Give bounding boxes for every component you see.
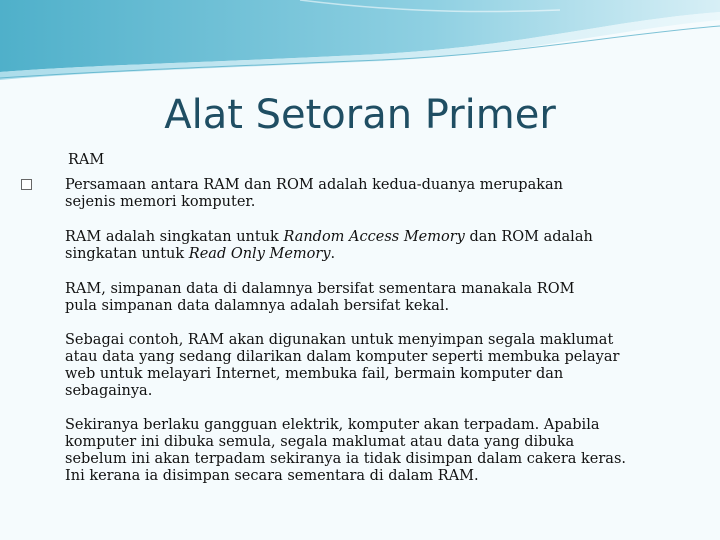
bullet-paragraph: Persamaan antara RAM dan ROM adalah kedua-duanya merupakan sejenis memori komputer. xyxy=(65,177,563,210)
slide-title: Alat Setoran Primer xyxy=(164,92,556,138)
paragraph-power-failure: Sekiranya berlaku gangguan elektrik, komputer akan terpadam. Apabila komputer ini dibuka semula, segala maklumat atau data yang dibuka sebelum ini akan terpadam sekiranya ia tidak disimpan dalam cakera keras. Ini kerana ia disimpan secara sementara di dalam RAM. xyxy=(65,417,627,484)
decorative-wave-header xyxy=(0,0,720,90)
section-heading: RAM xyxy=(68,152,105,168)
paragraph-example: Sebagai contoh, RAM akan digunakan untuk menyimpan segala maklumat atau data yang sedang dilarikan dalam komputer seperti membuka pelayar web untuk melayari Internet, membuka fail, bermain komputer dan sebagainya. xyxy=(65,332,620,399)
bullet-box-icon xyxy=(21,179,32,190)
paragraph-storage: RAM, simpanan data di dalamnya bersifat sementara manakala ROM pula simpanan data dalamnya adalah bersifat kekal. xyxy=(65,281,575,314)
paragraph-definitions: RAM adalah singkatan untuk Random Access Memory dan ROM adalah singkatan untuk Read Only Memory. xyxy=(65,229,593,262)
